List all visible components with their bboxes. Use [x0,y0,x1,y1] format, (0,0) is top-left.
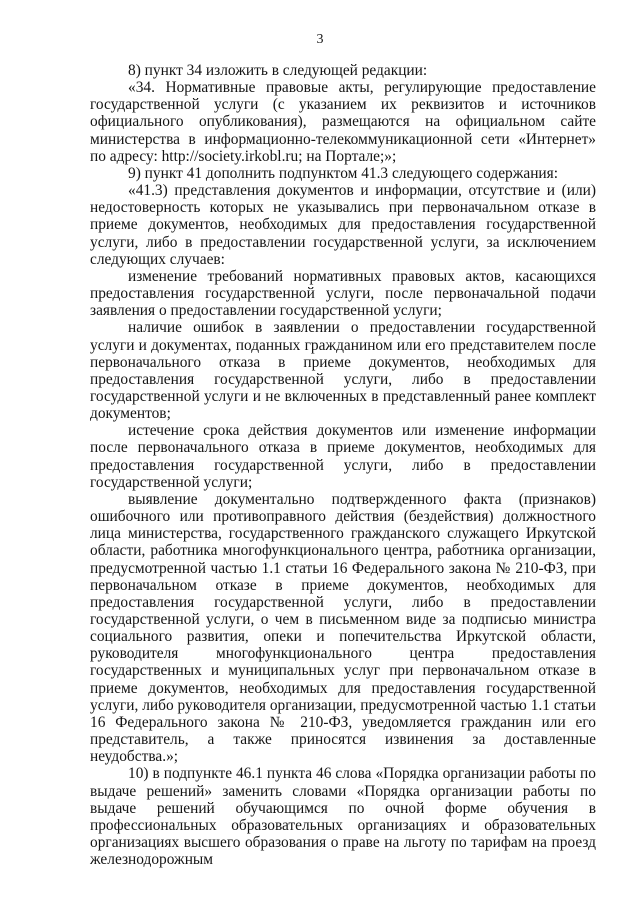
paragraph-case-errors: наличие ошибок в заявлении о предоставлении государственной услуги и документах, поданных гражданином или его представителем после первоначального отказа в приеме документов, необходимых для предоставления государственной услуги, либо в предоставлении государственной услуги и не включенных в представленный ранее комплект документов; [90,319,596,423]
paragraph-item-34-text: «34. Нормативные правовые акты, регулирующие предоставление государственной услуги (с указанием их реквизитов и источников официального опубликования), размещаются на официальном сайте министерства в информационно-телекоммуникационной сети «Интернет» по адресу: http://society.irkobl.ru; на Портале;»; [90,79,596,165]
page-number: 3 [316,32,324,47]
paragraph-case-expiry: истечение срока действия документов или изменение информации после первоначального отказа в приеме документов, необходимых для предоставления государственной услуги, либо в предоставлении государственной услуги; [90,422,596,491]
paragraph-subitem-41-3: «41.3) представления документов и информации, отсутствие и (или) недостоверность которых не указывались при первоначальном отказе в приеме документов, необходимых для предоставления государственной услуги, либо в предоставлении государственной услуги, за исключением следующих случаев: [90,182,596,268]
paragraph-case-misconduct: выявление документально подтвержденного факта (признаков) ошибочного или противоправного действия (бездействия) должностного лица министерства, государственного гражданского служащего Иркутской области, работника многофункционального центра, работника организации, предусмотренной частью 1.1 статьи 16 Федерального закона № 210-ФЗ, при первоначальном отказе в приеме документов, необходимых для предоставления государственной услуги, либо в предоставлении государственной услуги, о чем в письменном виде за подписью министра социального развития, опеки и попечительства Иркутской области, руководителя многофункционального центра предоставления государственных и муниципальных услуг при первоначальном отказе в приеме документов, необходимых для предоставления государственной услуги, либо руководителя организации, предусмотренной частью 1.1 статьи 16 Федерального закона № 210-ФЗ, уведомляется гражданин или его представитель, а также приносятся извинения за доставленные неудобства.»; [90,490,596,766]
paragraph-item-9: 9) пункт 41 дополнить подпунктом 41.3 следующего содержания: [128,164,559,182]
paragraph-item-10: 10) в подпункте 46.1 пункта 46 слова «Порядка организации работы по выдаче решений» заменить словами «Порядка организации работы по выдаче решений обучающимся по очной форме обучения в профессиональных образовательных организациях и образовательных организациях высшего образования о праве на льготу по тарифам на проезд железнодорожным [90,765,596,869]
paragraph-case-requirements-change: изменение требований нормативных правовых актов, касающихся предоставления государственной услуги, после первоначальной подачи заявления о предоставлении государственной услуги; [90,267,596,320]
document-body [90,62,596,868]
paragraph-item-8: 8) пункт 34 изложить в следующей редакции: [128,62,428,79]
